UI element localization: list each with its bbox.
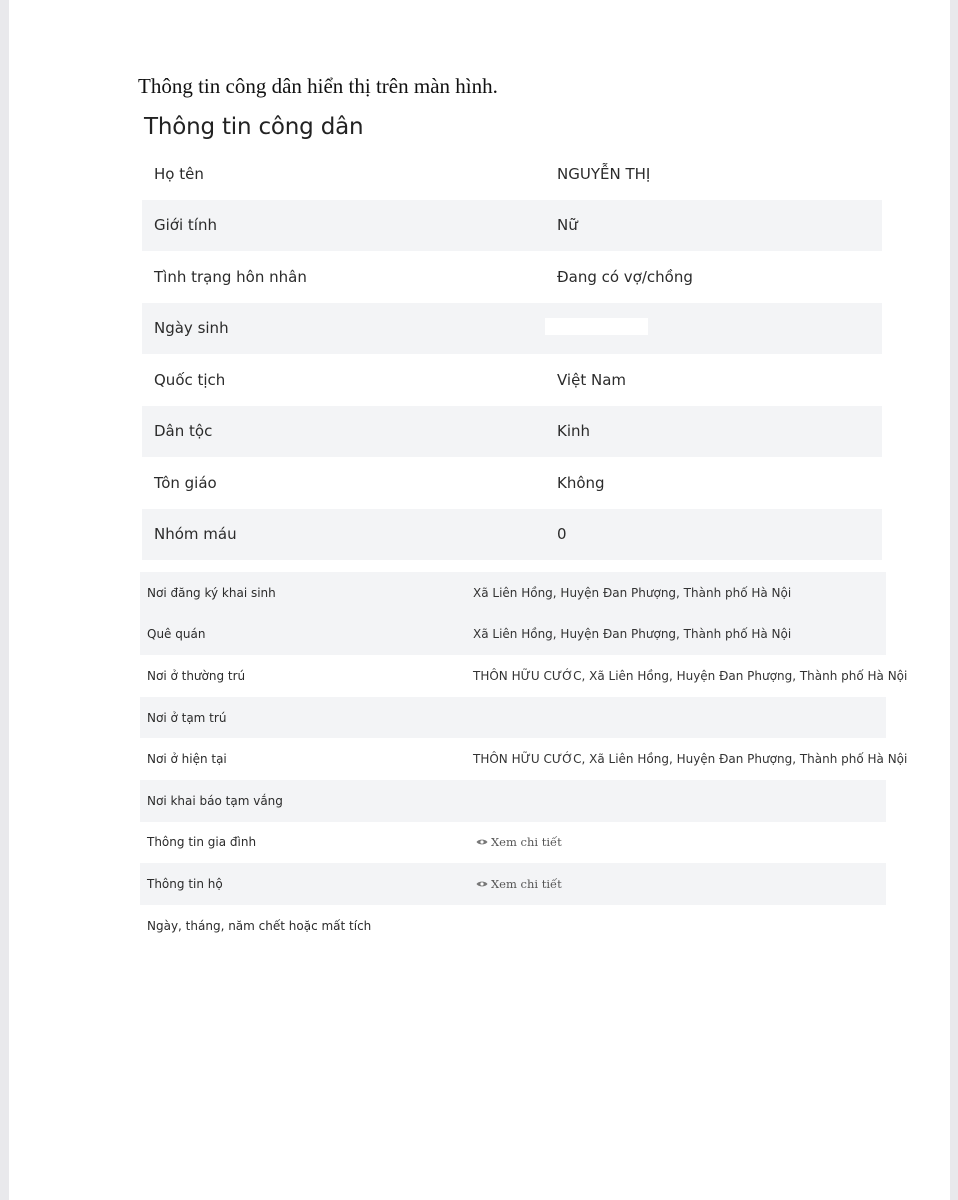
- info-row-marital-status: [142, 251, 882, 303]
- info-row-family-info: [140, 822, 886, 864]
- row-label: Nơi ở hiện tại: [147, 752, 227, 767]
- citizen-info-table: [142, 148, 882, 560]
- row-value: NGUYỄN THỊ: [557, 164, 651, 183]
- row-value: Việt Nam: [557, 370, 627, 389]
- info-row-blood-type: [142, 509, 882, 561]
- redaction-box: [545, 318, 648, 335]
- row-value: Xã Liên Hồng, Huyện Đan Phượng, Thành phố Hà Nội: [473, 627, 792, 642]
- row-value: THÔN HỮU CƯỚC, Xã Liên Hồng, Huyện Đan Phượng, Thành phố Hà Nội: [473, 668, 908, 683]
- residence-info-table: [140, 572, 908, 946]
- row-label: Dân tộc: [154, 422, 213, 441]
- row-label: Quốc tịch: [154, 370, 226, 389]
- row-label: Nơi ở thường trú: [147, 668, 246, 683]
- info-row-religion: [142, 457, 882, 509]
- row-value: Nữ: [557, 216, 578, 235]
- row-label: Nơi khai báo tạm vắng: [147, 793, 283, 808]
- row-value: 0: [557, 525, 567, 544]
- row-label: Ngày sinh: [154, 319, 229, 338]
- view-details-link[interactable]: [476, 877, 562, 891]
- info-row-date-of-birth: [142, 303, 882, 355]
- row-label: Giới tính: [154, 216, 217, 235]
- row-label: Nơi đăng ký khai sinh: [147, 585, 276, 600]
- row-label: Ngày, tháng, năm chết hoặc mất tích: [147, 918, 372, 933]
- info-row-temporary-residence: [140, 697, 886, 739]
- info-row-ethnicity: [142, 406, 882, 458]
- info-row-temporary-absence: [140, 780, 886, 822]
- view-details-link[interactable]: [476, 835, 562, 849]
- row-label: Thông tin gia đình: [147, 835, 257, 850]
- eye-icon: [476, 838, 488, 846]
- row-label: Tôn giáo: [154, 473, 217, 492]
- eye-icon: [476, 880, 488, 888]
- row-label: Nhóm máu: [154, 525, 237, 544]
- info-row-household-info: [140, 863, 886, 905]
- document-page: [9, 0, 950, 1200]
- view-details-label: Xem chi tiết: [491, 876, 562, 891]
- info-row-current-residence: [140, 738, 908, 780]
- info-row-date-of-death-or-missing: [140, 905, 886, 947]
- row-value: THÔN HỮU CƯỚC, Xã Liên Hồng, Huyện Đan Phượng, Thành phố Hà Nội: [473, 752, 908, 767]
- info-row-nationality: [142, 354, 882, 406]
- row-label: Tình trạng hôn nhân: [154, 267, 307, 286]
- info-row-gender: [142, 200, 882, 252]
- info-row-permanent-residence: [140, 655, 908, 697]
- section-title: Thông tin công dân: [144, 114, 364, 140]
- row-label: Quê quán: [147, 627, 206, 642]
- row-value: Không: [557, 473, 605, 492]
- row-value: Xã Liên Hồng, Huyện Đan Phượng, Thành phố Hà Nội: [473, 585, 792, 600]
- page-caption: Thông tin công dân hiển thị trên màn hình.: [138, 74, 498, 98]
- view-details-label: Xem chi tiết: [491, 835, 562, 850]
- info-row-hometown: [140, 614, 886, 656]
- row-label: Họ tên: [154, 164, 204, 183]
- row-value: Kinh: [557, 422, 591, 441]
- row-value: Đang có vợ/chồng: [557, 267, 693, 286]
- row-label: Nơi ở tạm trú: [147, 710, 227, 725]
- info-row-birth-registration-place: [140, 572, 886, 614]
- info-row-full-name: [142, 148, 882, 200]
- row-label: Thông tin hộ: [147, 876, 223, 891]
